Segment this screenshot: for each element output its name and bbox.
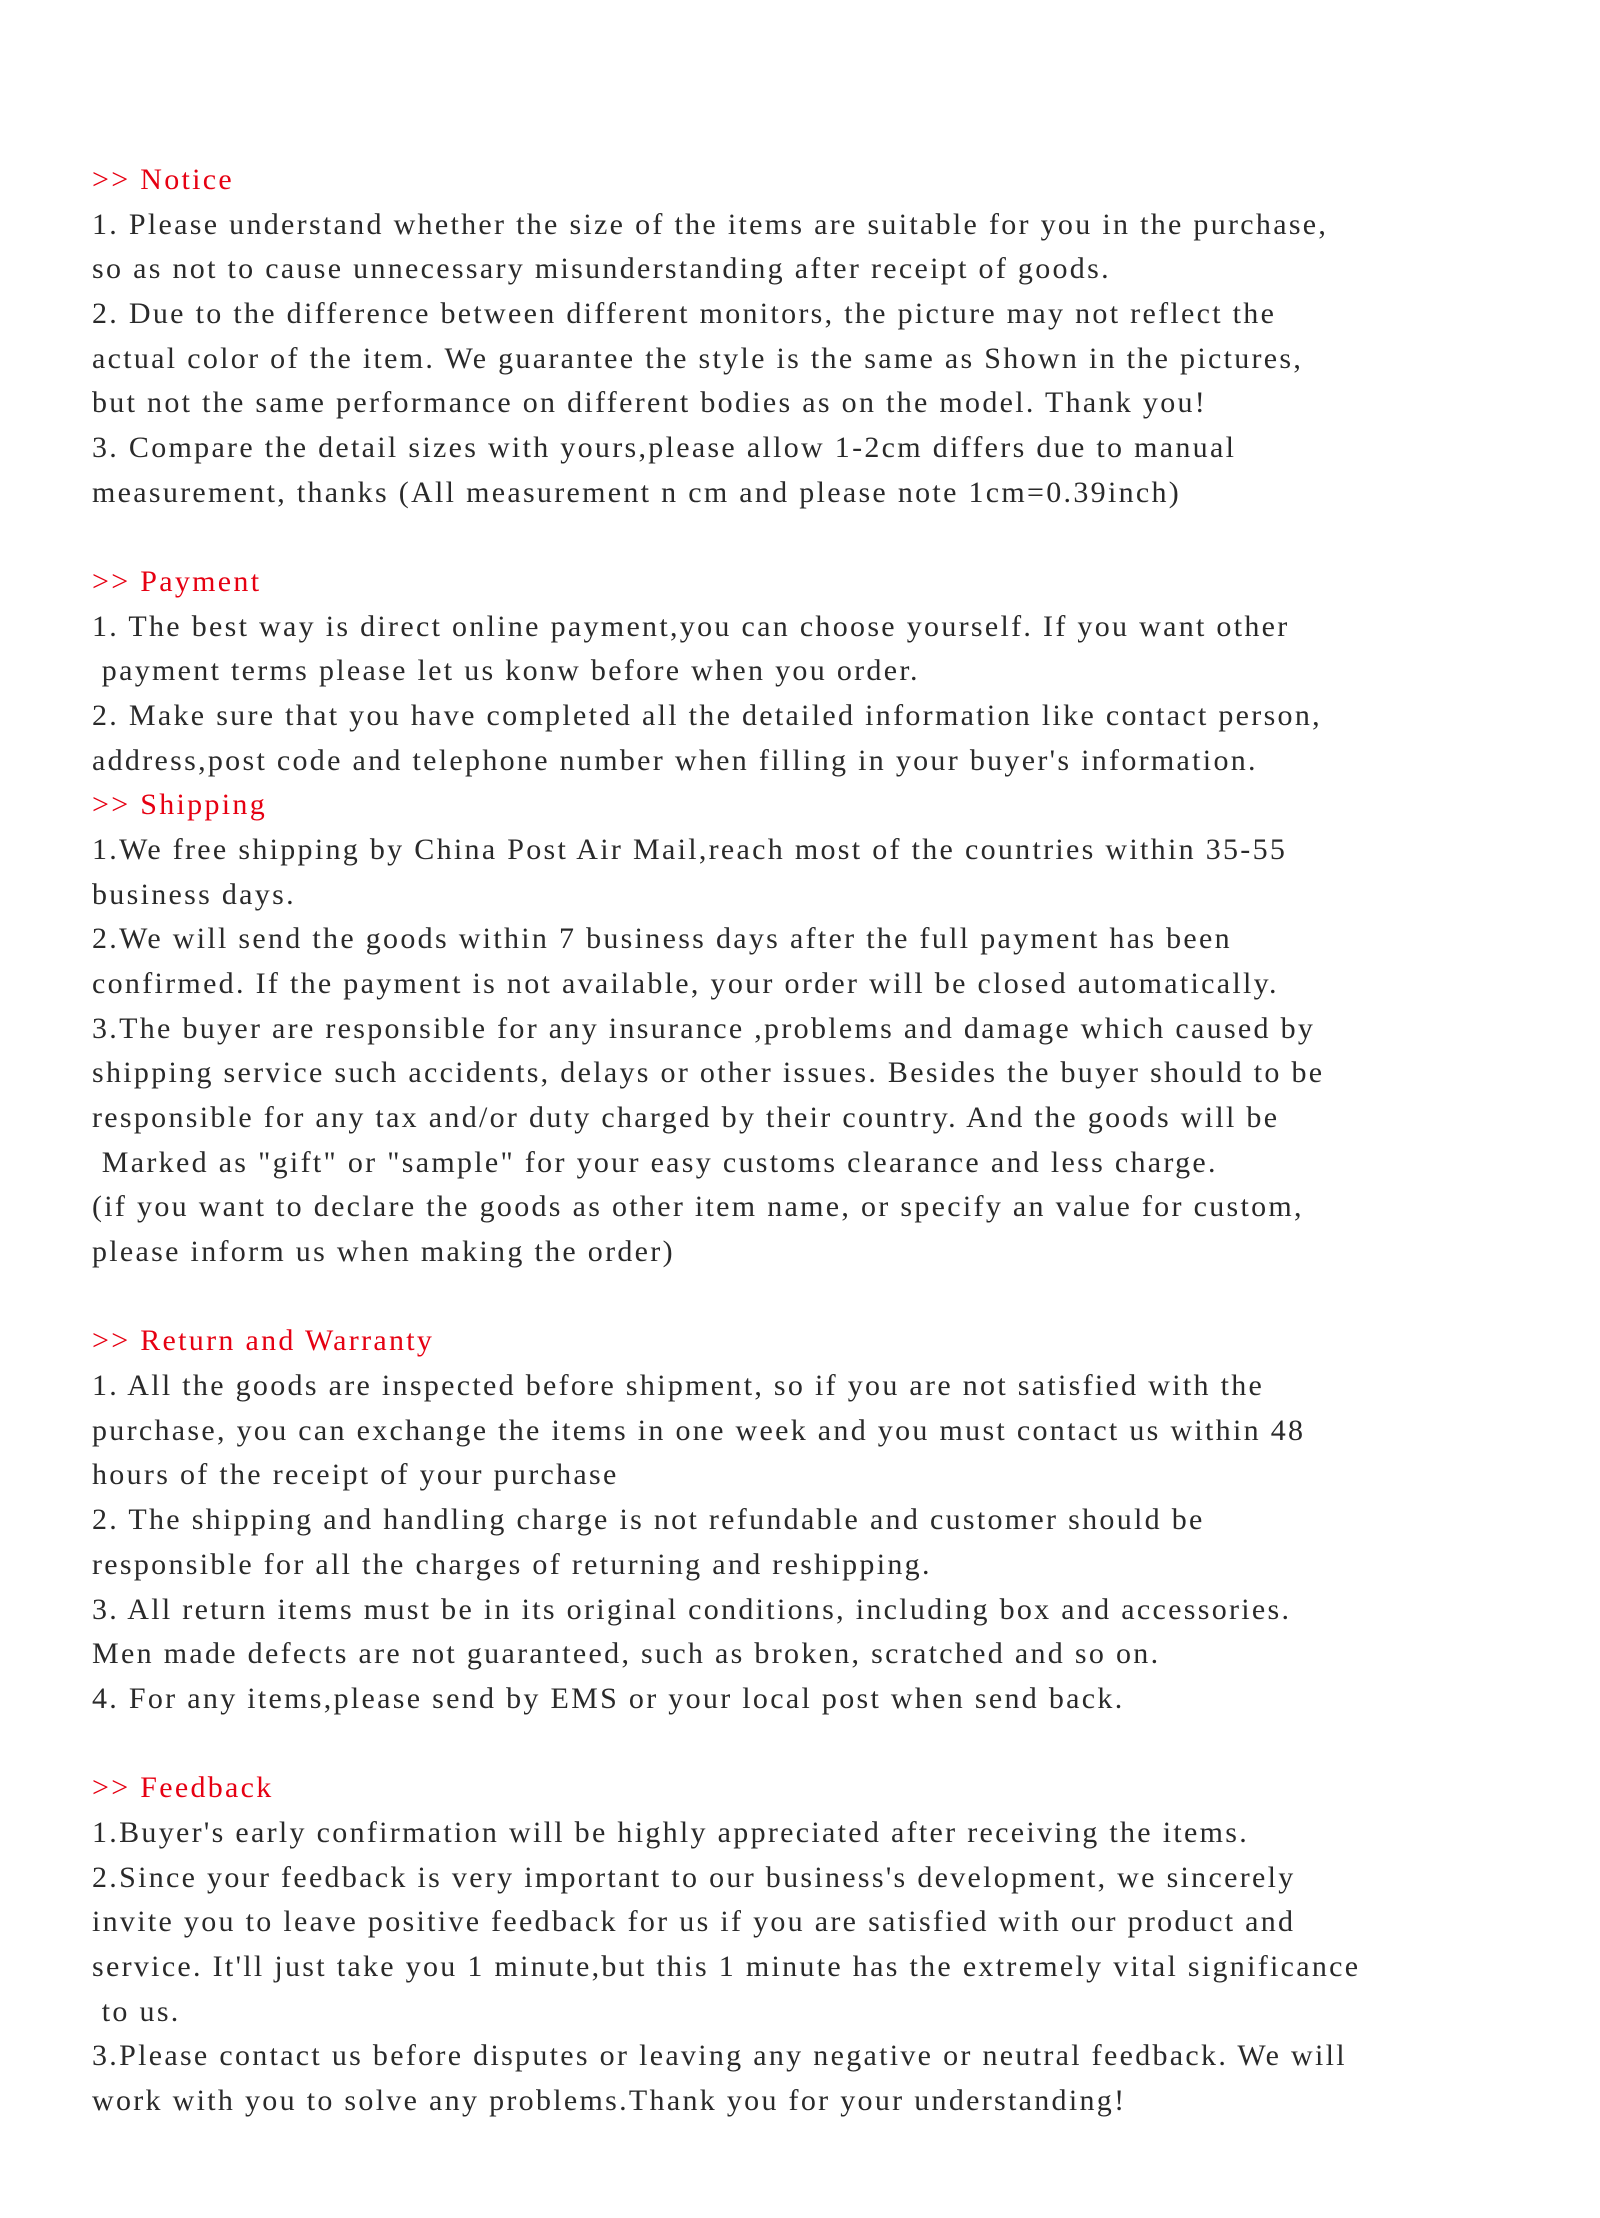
text-line: responsible for any tax and/or duty charged by their country. And the goods will be: [92, 1101, 1280, 1135]
text-line: please inform us when making the order): [92, 1235, 675, 1269]
text-line: but not the same performance on different bodies as on the model. Thank you!: [92, 386, 1208, 420]
section-shipping: [92, 783, 1592, 1319]
text-line: business days.: [92, 877, 296, 911]
text-line: 2. Due to the difference between different monitors, the picture may not reflect the: [92, 297, 1277, 331]
text-line: Men made defects are not guaranteed, such as broken, scratched and so on.: [92, 1637, 1161, 1671]
text-line: responsible for all the charges of returning and reshipping.: [92, 1547, 932, 1581]
text-line: 2. The shipping and handling charge is not refundable and customer should be: [92, 1503, 1205, 1537]
text-line: 1.Buyer's early confirmation will be highly appreciated after receiving the items.: [92, 1815, 1249, 1849]
section-heading: >> Notice: [92, 163, 235, 196]
section-spacer: [92, 1722, 1592, 1767]
text-line: 2.We will send the goods within 7 business days after the full payment has been: [92, 922, 1232, 956]
text-line: 3.The buyer are responsible for any insurance ,problems and damage which caused by: [92, 1011, 1316, 1045]
text-line: purchase, you can exchange the items in one week and you must contact us within 48: [92, 1413, 1306, 1447]
text-line: 1. All the goods are inspected before shipment, so if you are not satisfied with the: [92, 1369, 1265, 1403]
text-line: (if you want to declare the goods as other item name, or specify an value for custom,: [92, 1190, 1304, 1224]
text-line: measurement, thanks (All measurement n cm and please note 1cm=0.39inch): [92, 475, 1182, 509]
section-heading: >> Feedback: [92, 1771, 274, 1805]
section-heading: >> Payment: [92, 565, 262, 599]
text-line: confirmed. If the payment is not available, your order will be closed automatically.: [92, 967, 1279, 1001]
text-line: 1. Please understand whether the size of the items are suitable for you in the purchase,: [92, 207, 1329, 241]
text-line: 4. For any items,please send by EMS or your local post when send back.: [92, 1681, 1125, 1715]
text-line: to us.: [92, 1994, 181, 2028]
text-line: Marked as "gift" or "sample" for your easy customs clearance and less charge.: [92, 1145, 1218, 1179]
text-line: 1.We free shipping by China Post Air Mail,reach most of the countries within 35-55: [92, 833, 1288, 867]
section-notice: [92, 158, 1592, 560]
text-line: 3. Compare the detail sizes with yours,please allow 1-2cm differs due to manual: [92, 431, 1237, 465]
text-line: 1. The best way is direct online payment,you can choose yourself. If you want other: [92, 609, 1290, 643]
text-line: 3. All return items must be in its original conditions, including box and accessories.: [92, 1592, 1292, 1626]
text-line: invite you to leave positive feedback for us if you are satisfied with our product and: [92, 1905, 1296, 1939]
text-line: 2. Make sure that you have completed all the detailed information like contact person,: [92, 699, 1322, 733]
section-payment: [92, 560, 1592, 783]
text-line: service. It'll just take you 1 minute,but this 1 minute has the extremely vital significance: [92, 1949, 1361, 1983]
section-spacer: [92, 1275, 1592, 1320]
text-line: actual color of the item. We guarantee the style is the same as Shown in the pictures,: [92, 341, 1304, 375]
section-heading: >> Shipping: [92, 788, 267, 822]
section-spacer: [92, 515, 1592, 560]
text-line: 3.Please contact us before disputes or leaving any negative or neutral feedback. We will: [92, 2039, 1347, 2073]
text-line: address,post code and telephone number when filling in your buyer's information.: [92, 743, 1258, 777]
section-heading: >> Return and Warranty: [92, 1324, 435, 1358]
text-line: shipping service such accidents, delays or other issues. Besides the buyer should to be: [92, 1056, 1325, 1090]
text-line: hours of the receipt of your purchase: [92, 1458, 619, 1492]
text-line: work with you to solve any problems.Thank you for your understanding!: [92, 2083, 1127, 2117]
text-line: payment terms please let us konw before when you order.: [92, 654, 920, 688]
section-return-and-warranty: [92, 1319, 1592, 1766]
section-feedback: [92, 1766, 1592, 2123]
text-line: 2.Since your feedback is very important to our business's development, we sincerely: [92, 1860, 1296, 1894]
policy-document: [92, 158, 1592, 2124]
text-line: so as not to cause unnecessary misunderstanding after receipt of goods.: [92, 252, 1111, 286]
